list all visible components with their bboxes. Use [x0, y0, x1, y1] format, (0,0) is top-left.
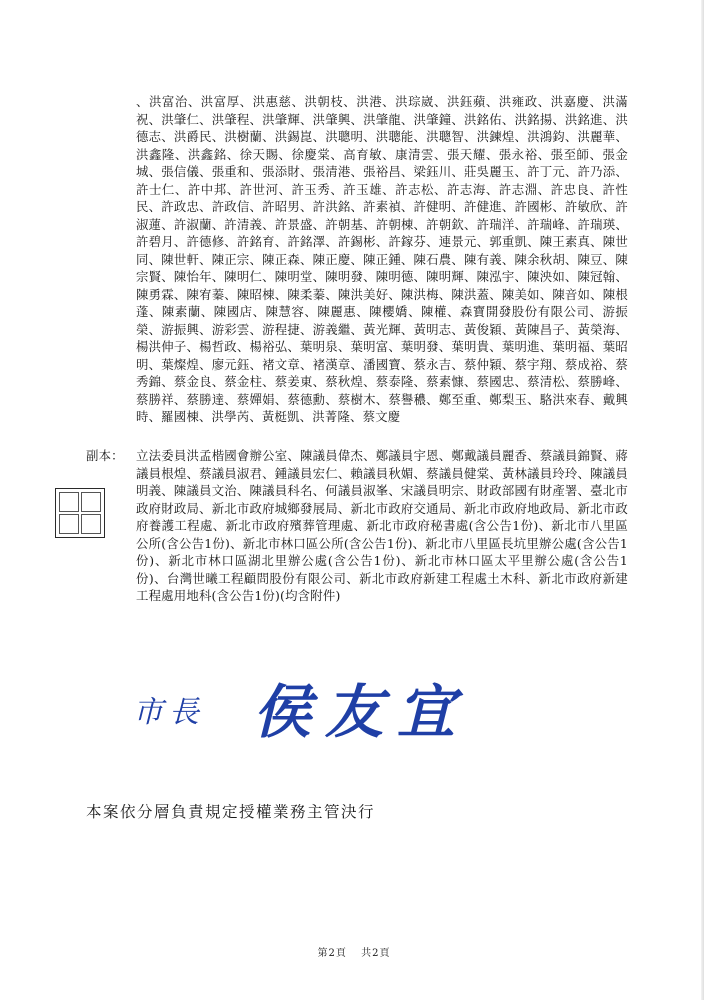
page-current: 第2頁 — [317, 948, 347, 959]
signature-name: 侯友宜 — [253, 678, 470, 746]
page-number — [0, 944, 708, 959]
cc-recipients: 立法委員洪孟楷國會辦公室、陳議員偉杰、鄭議員宇恩、鄭戴議員麗香、蔡議員錦賢、蔣議員根煌、蔡議員淑君、鍾議員宏仁、賴議員秋媚、蔡議員健棠、黃林議員玲玲、陳議員明義、陳議員文治、陳議員科名、何議員淑峯、宋議員明宗、財政部國有財產署、臺北市政府財政局、新北市政府城鄉發展局、新北市政府交通局、新北市政府地政局、新北市政府養護工程處、新北市政府殯葬管理處、新北市政府秘書處(含公告1份)、新北市八里區公所(含公告1份)、新北市林口區公所(含公告1份)、新北市八里區長坑里辦公處(含公告1份)、新北市林口區湖北里辦公處(含公告1份)、新北市林口區太平里辦公處(含公告1份)、台灣世曦工程顧問股份有限公司、新北市政府新建工程處土木科、新北市政府新建工程處用地科(含公告1份)(均含附件) — [136, 448, 628, 603]
page-total: 共2頁 — [361, 948, 391, 959]
official-seal-icon — [55, 488, 105, 538]
cc-section — [86, 447, 628, 605]
cc-label: 副本： — [86, 448, 124, 463]
signature-title: 市長 — [133, 695, 205, 730]
recipient-list: 、洪富治、洪富厚、洪惠慈、洪朝枝、洪港、洪琮崴、洪鈺蘋、洪雍政、洪嘉慶、洪滿祝、洪肇仁、洪肇程、洪肇輝、洪肇興、洪肇龍、洪肇鐘、洪銘佑、洪銘揚、洪銘進、洪德志、洪爵民、洪樹蘭、洪錫崑、洪聰明、洪聰能、洪聰智、洪鍊煌、洪鴻鈞、洪麗華、洪鑫隆、洪鑫銘、徐天賜、徐慶棠、高育敏、康清雲、張天耀、張永裕、張至師、張金城、張信儀、張重和、張添財、張清港、張裕昌、梁鈺川、莊吳麗玉、許丁元、許乃添、許士仁、許中邦、許世河、許玉秀、許玉雄、許志松、許志海、許志淵、許忠良、許性民、許政忠、許政信、許昭男、許洪銘、許素禎、許健明、許健進、許國彬、許敏欣、許淑蓮、許淑蘭、許清義、許景盛、許朝基、許朝棟、許朝欽、許瑞洋、許瑞峰、許瑞瑛、許碧月、許德修、許銘育、許銘澤、許錫彬、許鎵芬、連景元、郭重凱、陳王素真、陳世同、陳世軒、陳正宗、陳正森、陳正慶、陳正鍾、陳石農、陳有義、陳余秋胡、陳豆、陳宗賢、陳怡年、陳明仁、陳明堂、陳明發、陳明德、陳明輝、陳泓宇、陳泱如、陳冠翰、陳勇霖、陳宥蓁、陳昭棟、陳柔蓁、陳洪美好、陳洪梅、陳洪蓋、陳美如、陳音如、陳根蓬、陳素蘭、陳國店、陳慧容、陳麗惠、陳櫻嬌、陳權、森寶開發股份有限公司、游振榮、游振興、游彩雲、游程捷、游義繼、黃光輝、黃明志、黃俊穎、黃陳昌子、黃榮海、楊洪伸子、楊哲政、楊裕弘、葉明泉、葉明富、葉明發、葉明貴、葉明進、葉明福、葉昭明、葉燦煌、廖元鈺、褚文章、褚漢章、潘國寶、蔡永吉、蔡仲穎、蔡宇翔、蔡成裕、蔡秀錦、蔡金良、蔡金柱、蔡姜東、蔡秋煌、蔡泰隆、蔡素慷、蔡國忠、蔡清松、蔡勝峰、蔡勝祥、蔡勝達、蔡嬋娟、蔡德勳、蔡樹木、蔡譽穠、鄭至重、鄭梨玉、駱洪來春、戴興時、羅國棟、洪學芮、黃梃凱、洪菁隆、蔡文慶 — [136, 94, 628, 424]
mayor-signature — [125, 665, 505, 760]
page-edge-shadow — [701, 0, 704, 1000]
delegation-note: 本案依分層負責規定授權業務主管決行 — [86, 803, 376, 821]
